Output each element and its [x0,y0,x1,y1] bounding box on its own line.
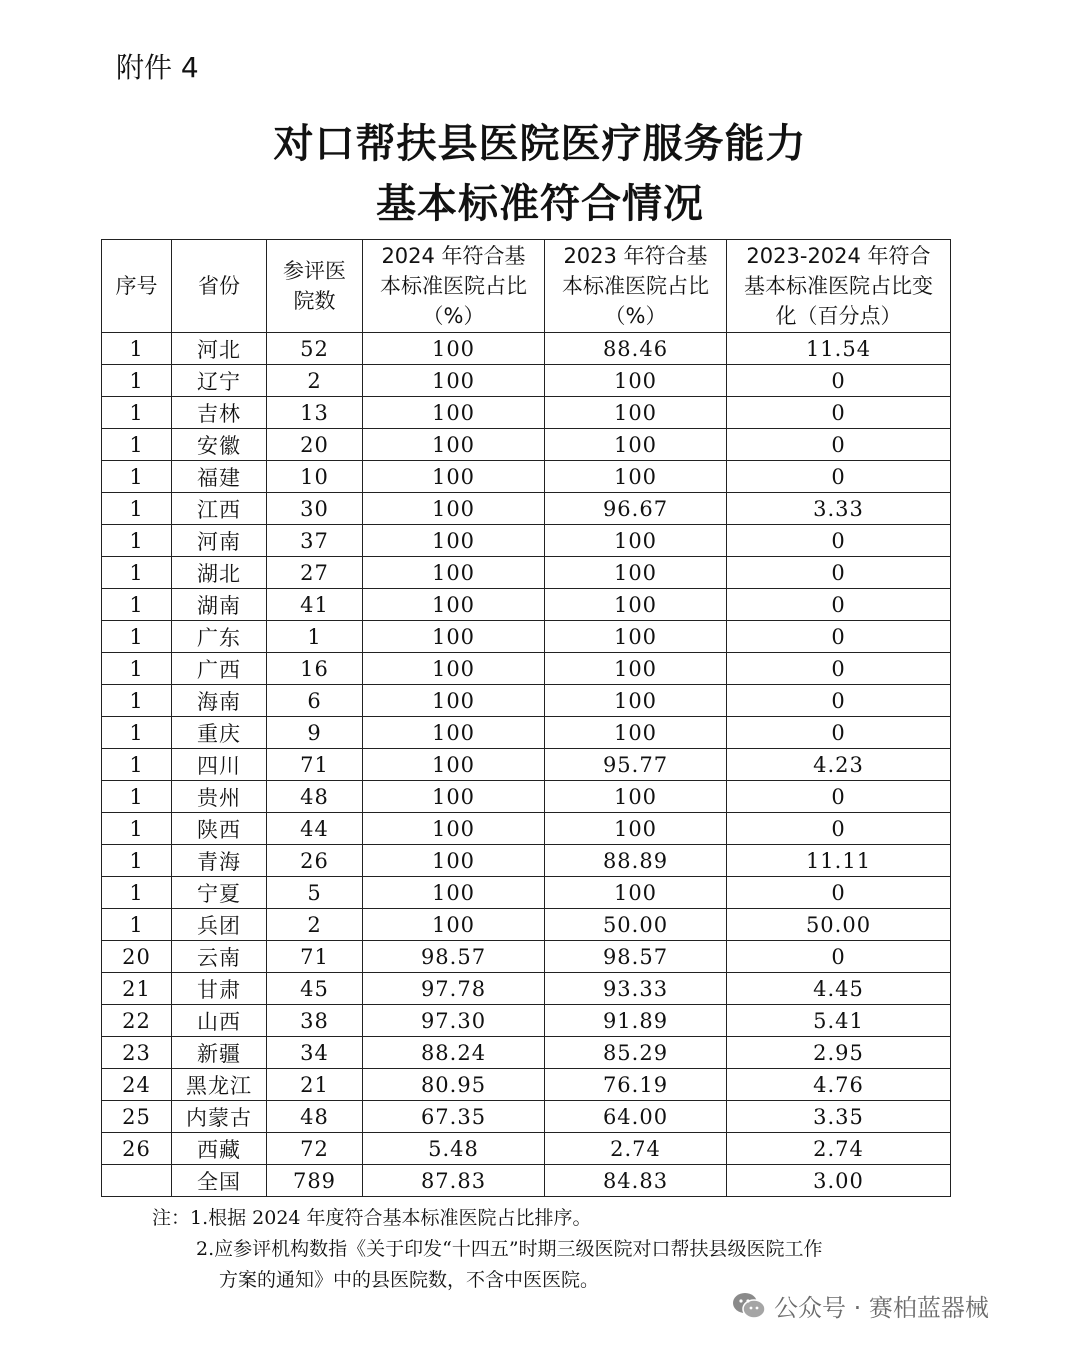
cell-hospital-count: 9 [267,717,363,749]
table-row [102,1133,951,1165]
table-row [102,1165,951,1197]
cell-seq: 21 [102,973,172,1005]
cell-seq: 23 [102,1037,172,1069]
cell-ratio-change: 3.00 [727,1165,951,1197]
cell-province: 广东 [172,621,267,653]
cell-hospital-count: 26 [267,845,363,877]
cell-hospital-count: 52 [267,333,363,365]
table-row [102,589,951,621]
cell-seq: 1 [102,333,172,365]
cell-province: 青海 [172,845,267,877]
table-row [102,461,951,493]
cell-ratio-change: 0 [727,525,951,557]
cell-province: 新疆 [172,1037,267,1069]
cell-ratio-2024: 100 [363,333,545,365]
cell-ratio-2023: 95.77 [545,749,727,781]
cell-province: 西藏 [172,1133,267,1165]
cell-seq: 1 [102,493,172,525]
table-row [102,941,951,973]
footnote-2-continued: 方案的通知》中的县医院数，不含中医医院。 [219,1269,600,1291]
header-2024-ratio: 2024 年符合基本标准医院占比（%） [363,240,545,333]
table-row [102,621,951,653]
cell-hospital-count: 16 [267,653,363,685]
cell-province: 宁夏 [172,877,267,909]
cell-hospital-count: 30 [267,493,363,525]
cell-ratio-2023: 100 [545,813,727,845]
cell-ratio-change: 50.00 [727,909,951,941]
cell-ratio-change: 0 [727,397,951,429]
cell-hospital-count: 10 [267,461,363,493]
footnotes [152,1203,952,1296]
cell-hospital-count: 48 [267,781,363,813]
table-row [102,653,951,685]
cell-ratio-2023: 76.19 [545,1069,727,1101]
cell-province: 海南 [172,685,267,717]
cell-ratio-2024: 100 [363,813,545,845]
table-row [102,1037,951,1069]
cell-ratio-2023: 100 [545,365,727,397]
table-row [102,877,951,909]
cell-province: 福建 [172,461,267,493]
table-row [102,781,951,813]
cell-hospital-count: 37 [267,525,363,557]
cell-ratio-2024: 67.35 [363,1101,545,1133]
table-row [102,557,951,589]
cell-seq: 1 [102,877,172,909]
cell-ratio-change: 2.95 [727,1037,951,1069]
cell-hospital-count: 34 [267,1037,363,1069]
cell-ratio-2023: 50.00 [545,909,727,941]
table-row [102,845,951,877]
cell-seq: 1 [102,525,172,557]
cell-seq: 1 [102,813,172,845]
cell-province: 四川 [172,749,267,781]
cell-hospital-count: 27 [267,557,363,589]
cell-ratio-change: 0 [727,653,951,685]
cell-province: 云南 [172,941,267,973]
header-ratio-change: 2023-2024 年符合基本标准医院占比变化（百分点） [727,240,951,333]
cell-hospital-count: 44 [267,813,363,845]
watermark-text: 公众号 · 赛柏蓝器械 [774,1294,989,1322]
cell-ratio-change: 11.11 [727,845,951,877]
cell-seq: 1 [102,717,172,749]
cell-province: 贵州 [172,781,267,813]
cell-seq: 1 [102,621,172,653]
cell-seq: 1 [102,461,172,493]
cell-seq: 1 [102,653,172,685]
cell-ratio-change: 3.33 [727,493,951,525]
wechat-icon [732,1291,766,1321]
cell-ratio-2023: 100 [545,397,727,429]
cell-ratio-2024: 80.95 [363,1069,545,1101]
cell-ratio-2023: 93.33 [545,973,727,1005]
cell-hospital-count: 45 [267,973,363,1005]
table-row [102,1069,951,1101]
cell-ratio-2024: 97.30 [363,1005,545,1037]
cell-ratio-2024: 100 [363,685,545,717]
header-seq: 序号 [102,240,172,333]
cell-ratio-2024: 5.48 [363,1133,545,1165]
cell-ratio-2024: 100 [363,845,545,877]
page-title-line-1: 对口帮扶县医院医疗服务能力 [273,121,807,167]
cell-province: 内蒙古 [172,1101,267,1133]
cell-ratio-change: 0 [727,589,951,621]
cell-ratio-change: 0 [727,365,951,397]
cell-seq: 1 [102,397,172,429]
cell-ratio-2024: 100 [363,461,545,493]
cell-seq: 1 [102,909,172,941]
cell-ratio-2024: 100 [363,621,545,653]
cell-ratio-2024: 98.57 [363,941,545,973]
cell-ratio-2024: 100 [363,557,545,589]
cell-seq: 1 [102,557,172,589]
cell-ratio-2024: 100 [363,749,545,781]
page-title-line-2: 基本标准符合情况 [376,181,704,227]
cell-ratio-2023: 88.89 [545,845,727,877]
table-row [102,493,951,525]
cell-ratio-change: 0 [727,557,951,589]
annex-label: 附件 4 [116,51,199,84]
table-row [102,973,951,1005]
cell-ratio-2024: 87.83 [363,1165,545,1197]
cell-hospital-count: 5 [267,877,363,909]
cell-ratio-2024: 100 [363,493,545,525]
cell-seq [102,1165,172,1197]
cell-ratio-change: 5.41 [727,1005,951,1037]
cell-province: 陕西 [172,813,267,845]
cell-province: 河北 [172,333,267,365]
cell-seq: 26 [102,1133,172,1165]
cell-ratio-change: 4.45 [727,973,951,1005]
cell-seq: 1 [102,781,172,813]
cell-hospital-count: 2 [267,365,363,397]
cell-ratio-change: 0 [727,685,951,717]
cell-ratio-change: 4.23 [727,749,951,781]
cell-ratio-2023: 2.74 [545,1133,727,1165]
cell-province: 山西 [172,1005,267,1037]
footnote-2: 2.应参评机构数指《关于印发“十四五”时期三级医院对口帮扶县级医院工作 [196,1238,823,1260]
cell-ratio-2023: 100 [545,461,727,493]
cell-ratio-2024: 100 [363,525,545,557]
table-row [102,397,951,429]
cell-ratio-2023: 64.00 [545,1101,727,1133]
cell-hospital-count: 2 [267,909,363,941]
cell-ratio-2024: 100 [363,877,545,909]
table-row [102,909,951,941]
cell-province: 黑龙江 [172,1069,267,1101]
cell-ratio-change: 0 [727,781,951,813]
cell-ratio-2023: 98.57 [545,941,727,973]
cell-seq: 20 [102,941,172,973]
cell-ratio-change: 3.35 [727,1101,951,1133]
cell-ratio-2024: 100 [363,365,545,397]
cell-ratio-2023: 100 [545,877,727,909]
cell-ratio-2023: 96.67 [545,493,727,525]
cell-seq: 1 [102,845,172,877]
cell-ratio-2023: 85.29 [545,1037,727,1069]
cell-ratio-change: 0 [727,717,951,749]
cell-ratio-2023: 100 [545,781,727,813]
cell-province: 河南 [172,525,267,557]
table-row [102,717,951,749]
table-row [102,365,951,397]
cell-ratio-2023: 100 [545,621,727,653]
cell-ratio-2023: 100 [545,525,727,557]
cell-province: 兵团 [172,909,267,941]
cell-hospital-count: 48 [267,1101,363,1133]
cell-seq: 22 [102,1005,172,1037]
table-row [102,685,951,717]
cell-hospital-count: 13 [267,397,363,429]
cell-seq: 24 [102,1069,172,1101]
table-row [102,1005,951,1037]
cell-seq: 1 [102,685,172,717]
cell-province: 重庆 [172,717,267,749]
cell-hospital-count: 21 [267,1069,363,1101]
cell-province: 全国 [172,1165,267,1197]
table-header-row [102,240,951,333]
table-row [102,333,951,365]
cell-seq: 1 [102,589,172,621]
cell-province: 湖南 [172,589,267,621]
cell-ratio-2024: 100 [363,429,545,461]
cell-province: 湖北 [172,557,267,589]
cell-province: 甘肃 [172,973,267,1005]
table-row [102,525,951,557]
table-row [102,749,951,781]
cell-ratio-2023: 88.46 [545,333,727,365]
table-row [102,813,951,845]
cell-ratio-change: 2.74 [727,1133,951,1165]
cell-hospital-count: 6 [267,685,363,717]
cell-hospital-count: 41 [267,589,363,621]
cell-ratio-2024: 100 [363,909,545,941]
table-body [102,333,951,1197]
cell-ratio-2024: 88.24 [363,1037,545,1069]
table-row [102,429,951,461]
cell-ratio-change: 0 [727,877,951,909]
cell-seq: 1 [102,365,172,397]
cell-province: 广西 [172,653,267,685]
compliance-table [101,239,951,1197]
cell-hospital-count: 789 [267,1165,363,1197]
header-province: 省份 [172,240,267,333]
cell-ratio-change: 11.54 [727,333,951,365]
cell-ratio-2023: 100 [545,653,727,685]
cell-hospital-count: 38 [267,1005,363,1037]
cell-province: 安徽 [172,429,267,461]
cell-ratio-2024: 100 [363,717,545,749]
cell-ratio-2024: 97.78 [363,973,545,1005]
cell-hospital-count: 20 [267,429,363,461]
cell-ratio-2023: 100 [545,589,727,621]
cell-ratio-2024: 100 [363,781,545,813]
cell-ratio-2024: 100 [363,589,545,621]
cell-ratio-2023: 100 [545,429,727,461]
header-hospital-count: 参评医院数 [267,240,363,333]
cell-ratio-2023: 91.89 [545,1005,727,1037]
cell-ratio-change: 0 [727,461,951,493]
cell-ratio-2024: 100 [363,397,545,429]
header-2023-ratio: 2023 年符合基本标准医院占比（%） [545,240,727,333]
cell-hospital-count: 1 [267,621,363,653]
cell-ratio-change: 0 [727,941,951,973]
cell-ratio-2024: 100 [363,653,545,685]
cell-ratio-change: 4.76 [727,1069,951,1101]
table-row [102,1101,951,1133]
cell-seq: 1 [102,749,172,781]
cell-ratio-2023: 100 [545,557,727,589]
cell-ratio-2023: 100 [545,685,727,717]
cell-ratio-2023: 84.83 [545,1165,727,1197]
cell-ratio-2023: 100 [545,717,727,749]
cell-province: 江西 [172,493,267,525]
cell-hospital-count: 72 [267,1133,363,1165]
cell-hospital-count: 71 [267,941,363,973]
cell-seq: 25 [102,1101,172,1133]
cell-ratio-change: 0 [727,813,951,845]
watermark [732,1288,989,1323]
cell-seq: 1 [102,429,172,461]
cell-province: 吉林 [172,397,267,429]
cell-ratio-change: 0 [727,429,951,461]
cell-hospital-count: 71 [267,749,363,781]
cell-province: 辽宁 [172,365,267,397]
footnote-1: 注：1.根据 2024 年度符合基本标准医院占比排序。 [152,1207,592,1229]
cell-ratio-change: 0 [727,621,951,653]
